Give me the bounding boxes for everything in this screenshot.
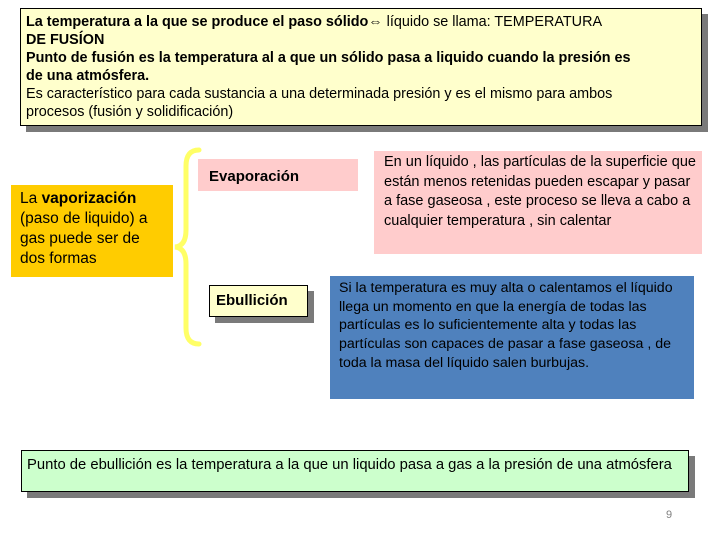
- evaporation-label-box: Evaporación: [198, 159, 358, 191]
- page-number: 9: [666, 509, 673, 521]
- vaporization-box: La vaporización (paso de liquido) a gas puede ser de dos formas: [11, 185, 173, 277]
- header-line-6: procesos (fusión y solidificación): [26, 104, 234, 120]
- evaporation-description: En un líquido , las partículas de la superficie que están menos retenidas pueden escapar y pasar a fase gaseosa , este proceso se lleva a cabo a cualquier temperatura , sin calentar: [374, 151, 702, 254]
- header-line-3: Punto de fusión es la temperatura al a que un sólido pasa a liquido cuando la presión es: [26, 50, 631, 66]
- boiling-label-box: Ebullición: [209, 285, 308, 317]
- header-line-1: La temperatura a la que se produce el paso sólido⇔ líquido se llama: TEMPERATURA: [26, 14, 603, 30]
- double-arrow-icon: ⇔: [368, 14, 383, 30]
- header-line-4: de una atmósfera.: [26, 68, 150, 84]
- header-line-5: Es característico para cada sustancia a una determinada presión y es el mismo para ambos: [26, 86, 613, 102]
- vaporization-term: vaporización: [41, 190, 137, 207]
- boiling-point-box: Punto de ebullición es la temperatura a la que un liquido pasa a gas a la presión de una atmósfera: [21, 450, 689, 492]
- header-line-2: DE FUSÍON: [26, 32, 105, 48]
- fusion-temperature-box: [20, 8, 702, 126]
- boiling-description: Si la temperatura es muy alta o calentamos el líquido llega un momento en que la energía de todas las partículas es lo suficientemente alta y todas las partículas son capaces de pasar a fase gaseosa , de toda la masa del líquido salen burbujas.: [330, 276, 694, 399]
